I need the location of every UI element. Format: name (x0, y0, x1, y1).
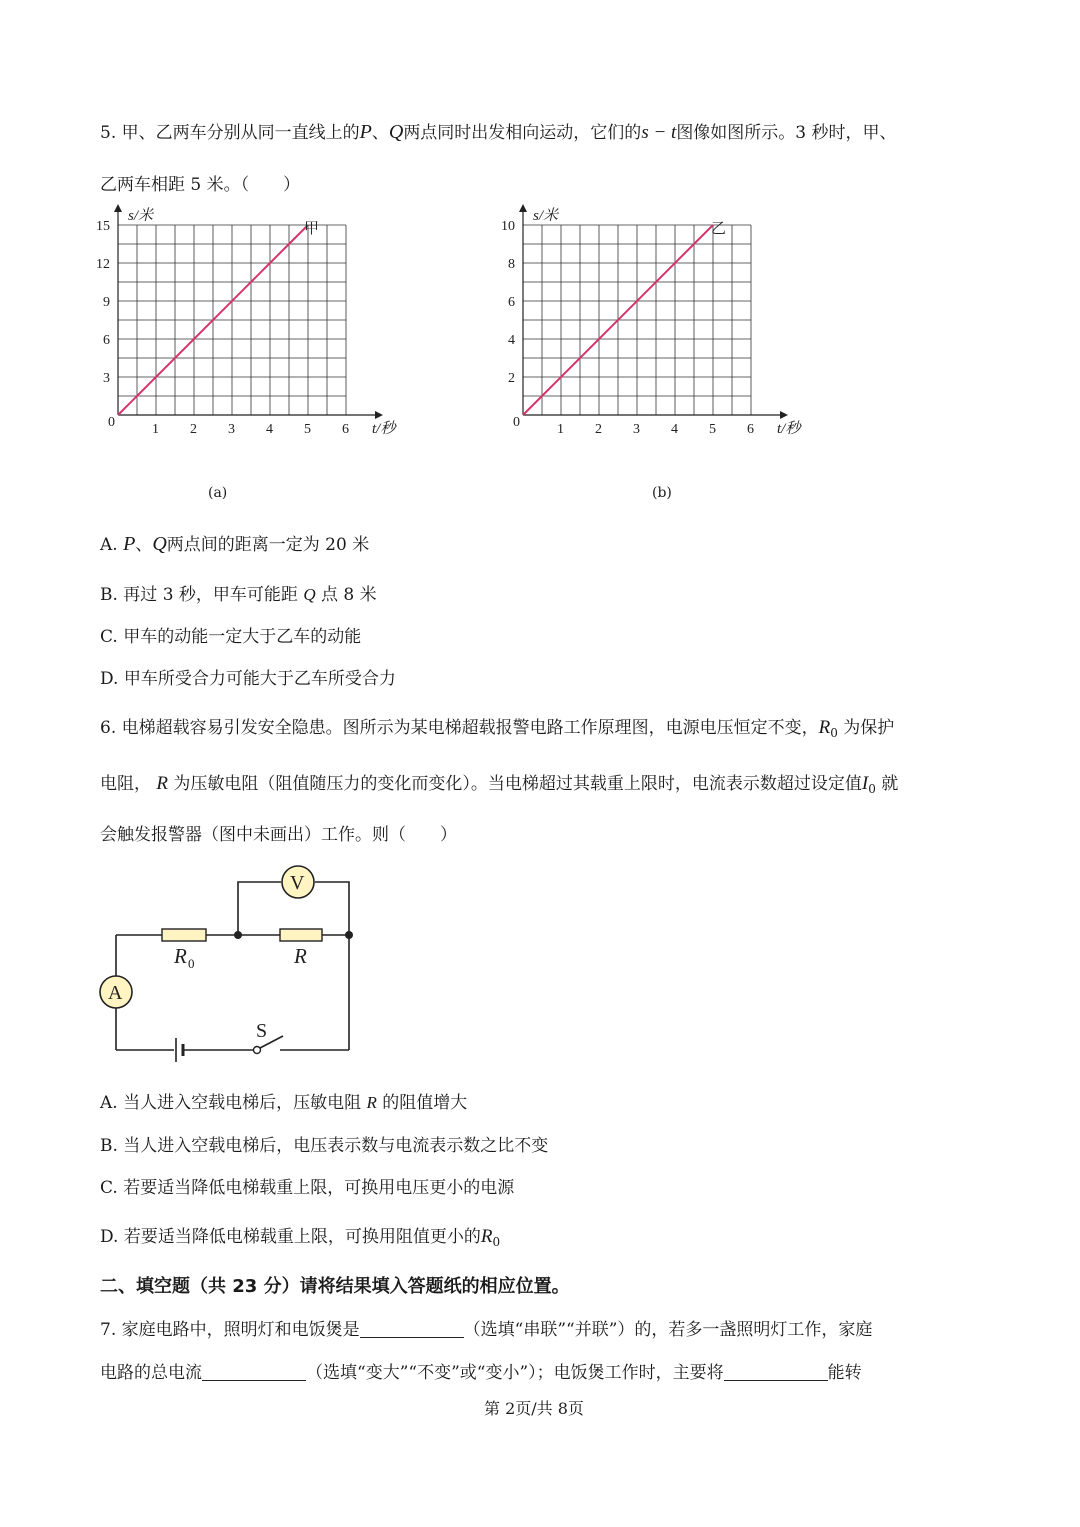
q5-separator: 、 (371, 123, 389, 143)
q5-stem-part-b: 两点同时出发相向运动，它们的 (403, 123, 642, 143)
q7-blank-3[interactable] (724, 1362, 828, 1381)
graph-a-x-tick-label: 5 (304, 422, 311, 437)
q5-option-a-q: Q (152, 533, 167, 555)
graph-a-origin: 0 (108, 415, 115, 430)
circuit-diagram (90, 860, 380, 1070)
graph-b-origin: 0 (513, 415, 520, 430)
q5-option-a-prefix: A. (100, 535, 118, 555)
resistor-r-label: R (294, 944, 307, 968)
resistor-r0-subscript: 0 (188, 956, 195, 971)
q6-option-a-text: 的阻值增大 (382, 1093, 468, 1113)
graph-a-series-label: 甲 (304, 221, 320, 237)
q6-option-a-prefix: A. 当人进入空载电梯后，压敏电阻 (100, 1093, 362, 1113)
q6-line2-a: 电阻， (100, 774, 151, 794)
graph-a-x-tick-label: 6 (342, 422, 349, 437)
graph-b-ylabel: s/米 (533, 208, 559, 224)
graph-b-y-tick-label: 2 (508, 371, 515, 386)
graph-a-y-tick-label: 15 (96, 219, 110, 234)
q5-option-b[interactable] (100, 580, 377, 605)
q6-option-d-r: R (480, 1226, 493, 1247)
graph-a-x-tick-label: 4 (266, 422, 273, 437)
q5-option-a-p: P (123, 533, 136, 555)
q5-option-a-text: 两点间的距离一定为 20 米 (166, 535, 370, 555)
circuit-wire-voltmeter (238, 882, 281, 935)
graph-b-xlabel: t/秒 (777, 421, 801, 437)
graph-b-x-tick-label: 1 (557, 422, 564, 437)
q5-number: 5. (100, 123, 117, 143)
q7-line2 (100, 1358, 862, 1383)
q6-stem-line1 (100, 713, 894, 740)
q5-stem-line2: 乙两车相距 5 米。（ ） (100, 175, 301, 195)
graph-a-x-arrow (375, 411, 383, 419)
q5-option-a[interactable] (100, 530, 369, 556)
q6-line2-b: 为压敏电阻（阻值随压力的变化而变化）。当电梯超过其载重上限时，电流表示数超过设定值 (173, 774, 862, 794)
graph-a-y-tick-label: 9 (103, 295, 110, 310)
graph-b-grid (523, 225, 751, 415)
q6-option-a[interactable] (100, 1088, 467, 1113)
q6-option-b[interactable]: B. 当人进入空载电梯后，电压表示数与电流表示数之比不变 (100, 1136, 549, 1156)
resistor-r0 (162, 929, 206, 941)
graph-a (90, 200, 420, 450)
graph-a-y-tick-label: 12 (96, 257, 110, 272)
graph-b (495, 200, 825, 450)
graph-b-y-tick-label: 4 (508, 333, 515, 348)
q7-line2-a: 电路的总电流 (100, 1363, 202, 1383)
q6-option-d[interactable] (100, 1222, 500, 1249)
circuit-wire-voltmeter-right (315, 882, 349, 935)
graph-b-x-tick-label: 4 (671, 422, 678, 437)
q6-option-c[interactable]: C. 若要适当降低电梯载重上限，可换用电压更小的电源 (100, 1178, 515, 1198)
circuit-junction-right (345, 931, 353, 939)
graph-b-y-tick-label: 6 (508, 295, 515, 310)
graph-b-y-arrow (519, 204, 527, 212)
q6-stem-line3: 会触发报警器（图中未画出）工作。则（ ） (100, 825, 457, 845)
section-2-heading: 二、填空题（共 23 分）请将结果填入答题纸的相应位置。 (100, 1276, 570, 1297)
q5-option-c[interactable]: C. 甲车的动能一定大于乙车的动能 (100, 627, 362, 647)
q7-line1 (100, 1315, 872, 1340)
graph-b-x-tick-label: 2 (595, 422, 602, 437)
graph-a-y-arrow (114, 204, 122, 212)
switch-label: S (256, 1020, 268, 1042)
graph-b-y-tick-label: 10 (501, 219, 515, 234)
graph-b-y-tick-label: 8 (508, 257, 515, 272)
graph-a-y-tick-label: 3 (103, 371, 110, 386)
graph-b-ticks (501, 219, 754, 437)
graph-a-ticks (96, 219, 349, 437)
voltmeter-label: V (290, 872, 305, 894)
resistor-r (280, 929, 322, 941)
graph-a-caption: (a) (208, 485, 228, 501)
graph-b-x-tick-label: 3 (633, 422, 640, 437)
q7-line2-b: （选填“变大”“不变”或“变小”）；电饭煲工作时，主要将 (306, 1363, 724, 1383)
q7-line2-c: 能转 (827, 1363, 862, 1383)
q5-option-b-q: Q (303, 585, 316, 604)
q5-option-b-prefix: B. 再过 3 秒，甲车可能距 (100, 585, 298, 605)
graph-a-xlabel: t/秒 (372, 421, 396, 437)
q6-i0-sub: 0 (868, 782, 876, 796)
graph-a-x-tick-label: 2 (190, 422, 197, 437)
q5-option-a-sep: 、 (135, 535, 153, 555)
graph-b-caption: (b) (652, 485, 672, 501)
q6-line1-a: 电梯超载容易引发安全隐患。图所示为某电梯超载报警电路工作原理图，电源电压恒定不变， (121, 718, 819, 738)
graph-a-grid (118, 225, 346, 415)
graph-b-series-label: 乙 (711, 221, 727, 237)
q5-stem-line1 (100, 118, 897, 144)
q6-r: R (156, 773, 169, 794)
graph-a-x-tick-label: 1 (152, 422, 159, 437)
q7-blank-1[interactable] (360, 1319, 464, 1338)
q6-r0: R (818, 717, 831, 738)
q6-stem-line2 (100, 769, 898, 796)
graph-b-x-arrow (780, 411, 788, 419)
q6-number: 6. (100, 718, 117, 738)
graph-a-ylabel: s/米 (128, 208, 154, 224)
graph-a-y-tick-label: 6 (103, 333, 110, 348)
page-number: 第 2页/共 8页 (484, 1399, 584, 1418)
q7-line1-a: 7. 家庭电路中，照明灯和电饭煲是 (100, 1320, 360, 1340)
q6-option-a-r: R (366, 1093, 377, 1112)
q7-line1-b: （选填“串联”“并联”）的，若多一盏照明灯工作，家庭 (463, 1320, 873, 1340)
q6-r0-sub: 0 (830, 726, 838, 740)
graph-b-x-tick-label: 6 (747, 422, 754, 437)
q5-stem-part-c: 图像如图所示。3 秒时，甲、 (676, 123, 897, 143)
q6-line1-b: 为保护 (843, 718, 895, 738)
q5-point-q: Q (388, 121, 404, 143)
q5-stem-part-a: 甲、乙两车分别从同一直线上的 (121, 123, 360, 143)
q6-option-d-prefix: D. 若要适当降低电梯载重上限，可换用阻值更小的 (100, 1227, 481, 1247)
q6-line2-c: 就 (881, 774, 899, 794)
q5-st-symbol: s − t (641, 122, 677, 143)
resistor-r0-label: R (174, 944, 187, 968)
switch-pivot (254, 1047, 261, 1054)
q7-blank-2[interactable] (202, 1362, 306, 1381)
q6-option-d-sub: 0 (492, 1235, 501, 1249)
graph-b-x-tick-label: 5 (709, 422, 716, 437)
q6-i0: I (861, 773, 869, 794)
q5-point-p: P (359, 121, 372, 143)
graph-a-x-tick-label: 3 (228, 422, 235, 437)
ammeter-label: A (108, 982, 123, 1004)
circuit-junction-left (234, 931, 242, 939)
q5-option-b-text: 点 8 米 (321, 585, 377, 605)
q5-option-d[interactable]: D. 甲车所受合力可能大于乙车所受合力 (100, 669, 396, 689)
